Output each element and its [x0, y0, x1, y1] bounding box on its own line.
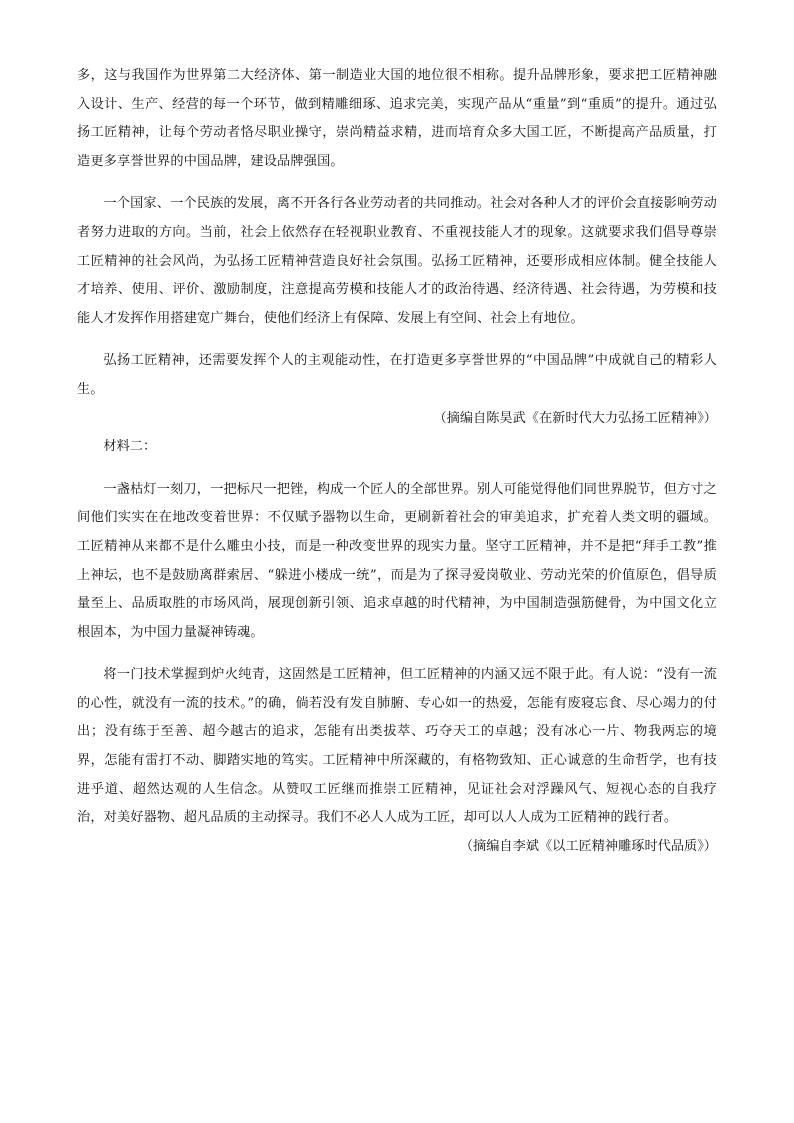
material-two-source: （摘编自李斌《以工匠精神雕琢时代品质》）	[459, 838, 717, 854]
material-two-paragraph-2: 将一门技术掌握到炉火纯青，这固然是工匠精神，但工匠精神的内涵又远不限于此。有人说：“没有一流的心性，就没有一流的技术。”的确，倘若没有发自肺腑、专心如一的热爱，怎能有废寝忘食、尽心竭力的付出；没有练于至善、超今越古的追求，怎能有出类拔萃、巧夺天工的卓越；没有冰心一片、物我两忘的境界，怎能有雷打不动、脚踏实地的笃实。工匠精神中所深藏的，有格物致知、正心诚意的生命哲学，也有技进乎道、超然达观的人生信念。从赞叹工匠继而推崇工匠精神，见证社会对浮躁风气、短视心态的自我疗治，对美好器物、超凡品质的主动探寻。我们不必人人成为工匠，却可以人人成为工匠精神的践行者。	[77, 667, 717, 826]
material-one-source: （摘编自陈昊武《在新时代大力弘扬工匠精神》）	[433, 410, 717, 426]
material-two-heading: 材料二：	[103, 439, 157, 455]
material-two-paragraph-1: 一盏枯灯一刻刀，一把标尺一把锉，构成一个匠人的全部世界。别人可能觉得他们同世界脱节，但方寸之间他们实实在在地改变着世界：不仅赋予器物以生命，更刷新着社会的审美追求，扩充着人类文明的疆域。工匠精神从来都不是什么雕虫小技，而是一种改变世界的现实力量。坚守工匠精神，并不是把“拜手工教”推上神坛，也不是鼓励离群索居、“躲进小楼成一统”，而是为了探寻爱岗敬业、劳动光荣的价值原色，倡导质量至上、品质取胜的市场风尚，展现创新引领、追求卓越的时代精神，为中国制造强筋健骨，为中国文化立根固本，为中国力量凝神铸魂。	[77, 481, 717, 640]
material-one-paragraph-2: 一个国家、一个民族的发展，离不开各行各业劳动者的共同推动。社会对各种人才的评价会直接影响劳动者努力进取的方向。当前，社会上依然存在轻视职业教育、不重视技能人才的现象。这就要求我们倡导尊崇工匠精神的社会风尚，为弘扬工匠精神营造良好社会氛围。弘扬工匠精神，还要形成相应体制。健全技能人才培养、使用、评价、激励制度，注意提高劳模和技能人才的政治待遇、经济待遇、社会待遇，为劳模和技能人才发挥作用搭建宽广舞台，使他们经济上有保障、发展上有空间、社会上有地位。	[77, 196, 717, 326]
material-one-paragraph-3: 弘扬工匠精神，还需要发挥个人的主观能动性，在打造更多享誉世界的“中国品牌”中成就自己的精彩人生。	[77, 353, 717, 397]
document-page	[77, 62, 717, 861]
material-one-paragraph-1: 多，这与我国作为世界第二大经济体、第一制造业大国的地位很不相称。提升品牌形象，要求把工匠精神融入设计、生产、经营的每一个环节，做到精雕细琢、追求完美，实现产品从“重量”到“重质”的提升。通过弘扬工匠精神，让每个劳动者恪尽职业操守，崇尚精益求精，进而培育众多大国工匠，不断提高产品质量，打造更多享誉世界的中国品牌，建设品牌强国。	[77, 68, 717, 169]
